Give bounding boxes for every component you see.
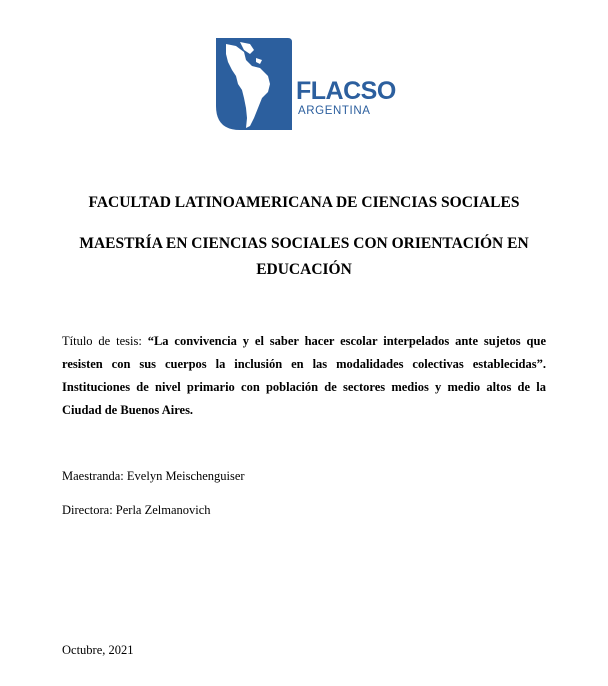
- date-line: Octubre, 2021: [62, 643, 134, 657]
- director-line: [62, 502, 211, 518]
- student-label: Maestranda:: [62, 469, 124, 483]
- flacso-logo: [216, 38, 396, 130]
- thesis-title: “La convivencia y el saber hacer escolar interpelados ante sujetos que resisten con sus cuerpos la inclusión en las modalidades colectivas establecidas”. Instituciones de nivel primario con población de sectores medios y medio altos de la Ciudad de Buenos Aires.: [62, 334, 546, 417]
- director-name: Perla Zelmanovich: [115, 503, 211, 517]
- masters-heading: MAESTRÍA EN CIENCIAS SOCIALES CON ORIENTACIÓN EN EDUCACIÓN: [79, 235, 529, 278]
- thesis-title-block: [62, 330, 546, 422]
- student-line: [62, 468, 245, 484]
- logo-name: FLACSO: [296, 77, 396, 105]
- logo-wordmark: [296, 78, 396, 118]
- thesis-label: Título de tesis:: [62, 334, 142, 348]
- director-label: Directora:: [62, 503, 113, 517]
- student-name: Evelyn Meischenguiser: [126, 469, 245, 483]
- logo-country: ARGENTINA: [298, 105, 371, 117]
- faculty-heading: FACULTAD LATINOAMERICANA DE CIENCIAS SOCIALES: [88, 194, 520, 211]
